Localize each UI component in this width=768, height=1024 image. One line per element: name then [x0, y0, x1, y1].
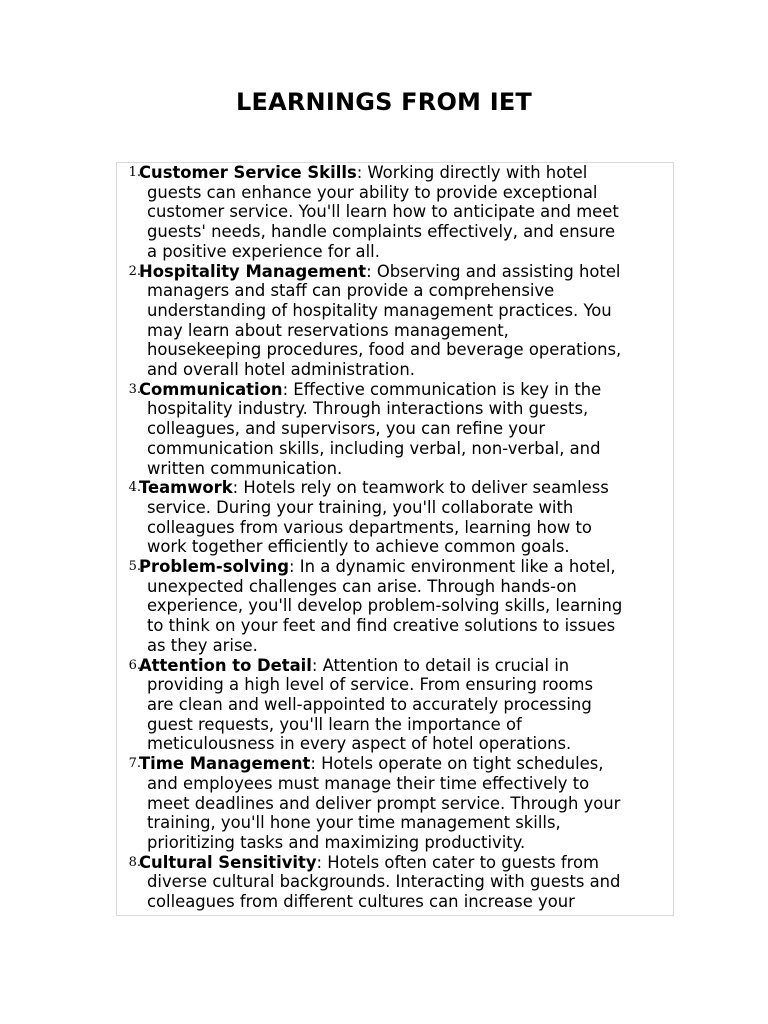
item-title: Problem-solving	[139, 557, 290, 577]
item-text-line: and overall hotel administration.	[147, 360, 415, 380]
list-item	[123, 754, 674, 853]
item-text-line: communication skills, including verbal, non-verbal, and	[147, 438, 601, 458]
item-text-line: managers and staff can provide a comprehensive	[147, 281, 555, 301]
item-text-line: written communication.	[147, 458, 343, 478]
page-title: LEARNINGS FROM IET	[236, 88, 532, 116]
item-number: 6.	[128, 657, 141, 673]
item-text-line: colleagues, and supervisors, you can refine your	[147, 419, 546, 439]
item-first-line	[139, 853, 674, 873]
item-lead-text: : Attention to detail is crucial in	[311, 655, 570, 675]
item-text-line: prioritizing tasks and maximizing productivity.	[147, 832, 526, 852]
item-number: 4.	[128, 480, 141, 496]
item-text-line: are clean and well-appointed to accurately processing	[147, 694, 592, 714]
item-text-line: may learn about reservations management,	[147, 320, 509, 340]
item-lead-text: : Observing and assisting hotel	[366, 261, 621, 281]
item-text-line: colleagues from different cultures can increase your	[147, 892, 575, 912]
item-text-line: providing a high level of service. From ensuring rooms	[147, 675, 594, 695]
item-title: Communication	[139, 379, 283, 399]
item-title: Cultural Sensitivity	[139, 852, 317, 872]
item-title: Customer Service Skills	[139, 163, 357, 182]
item-text-line: meticulousness in every aspect of hotel operations.	[147, 734, 572, 754]
list-item	[123, 262, 674, 380]
item-text-line: understanding of hospitality management practices. You	[147, 300, 612, 320]
item-text-line: guest requests, you'll learn the importance of	[147, 714, 522, 734]
learnings-list	[123, 163, 674, 912]
item-first-line	[139, 656, 674, 676]
item-text-line: customer service. You'll learn how to anticipate and meet	[147, 202, 619, 222]
item-text-line: unexpected challenges can arise. Through hands-on	[147, 576, 577, 596]
item-first-line	[139, 478, 674, 498]
list-item	[123, 656, 674, 755]
list-item	[123, 478, 674, 557]
item-number: 3.	[128, 381, 141, 397]
item-text-line: diverse cultural backgrounds. Interacting with guests and	[147, 872, 621, 892]
list-item	[123, 380, 674, 479]
item-text-line: housekeeping procedures, food and beverage operations,	[147, 340, 622, 360]
list-item	[123, 853, 674, 912]
item-lead-text: : Hotels operate on tight schedules,	[310, 754, 604, 774]
item-number: 8.	[128, 854, 141, 870]
item-text-line: as they arise.	[147, 635, 258, 655]
learnings-content-box	[116, 162, 674, 916]
item-text-line: a positive experience for all.	[147, 241, 380, 261]
item-text-line: to think on your feet and find creative solutions to issues	[147, 616, 616, 636]
item-number: 7.	[128, 756, 141, 772]
item-title: Hospitality Management	[139, 261, 367, 281]
item-text-line: and employees must manage their time effectively to	[147, 773, 590, 793]
item-text-line: meet deadlines and deliver prompt service. Through your	[147, 793, 621, 813]
item-text-line: service. During your training, you'll collaborate with	[147, 497, 574, 517]
item-text-line: experience, you'll develop problem-solving skills, learning	[147, 596, 623, 616]
item-first-line	[139, 380, 674, 400]
item-first-line	[139, 754, 674, 774]
item-number: 1.	[128, 165, 141, 180]
item-lead-text: : Hotels rely on teamwork to deliver seamless	[232, 478, 609, 498]
item-lead-text: : In a dynamic environment like a hotel,	[289, 557, 616, 577]
item-lead-text: : Working directly with hotel	[356, 163, 588, 182]
item-text-line: work together efficiently to achieve common goals.	[147, 537, 570, 557]
item-number: 2.	[128, 263, 141, 279]
item-first-line	[139, 163, 674, 183]
item-text-line: colleagues from various departments, learning how to	[147, 517, 592, 537]
item-text-line: guests can enhance your ability to provide exceptional	[147, 182, 598, 202]
item-first-line	[139, 262, 674, 282]
item-text-line: training, you'll hone your time management skills,	[147, 813, 561, 833]
item-title: Time Management	[139, 754, 311, 774]
list-item	[123, 557, 674, 656]
item-first-line	[139, 557, 674, 577]
item-lead-text: : Hotels often cater to guests from	[316, 852, 599, 872]
item-text-line: guests' needs, handle complaints effectively, and ensure	[147, 222, 616, 242]
list-item	[123, 163, 674, 262]
item-title: Attention to Detail	[139, 655, 312, 675]
item-lead-text: : Effective communication is key in the	[282, 379, 602, 399]
item-title: Teamwork	[139, 478, 233, 498]
item-text-line: hospitality industry. Through interactions with guests,	[147, 399, 589, 419]
item-number: 5.	[128, 559, 141, 575]
